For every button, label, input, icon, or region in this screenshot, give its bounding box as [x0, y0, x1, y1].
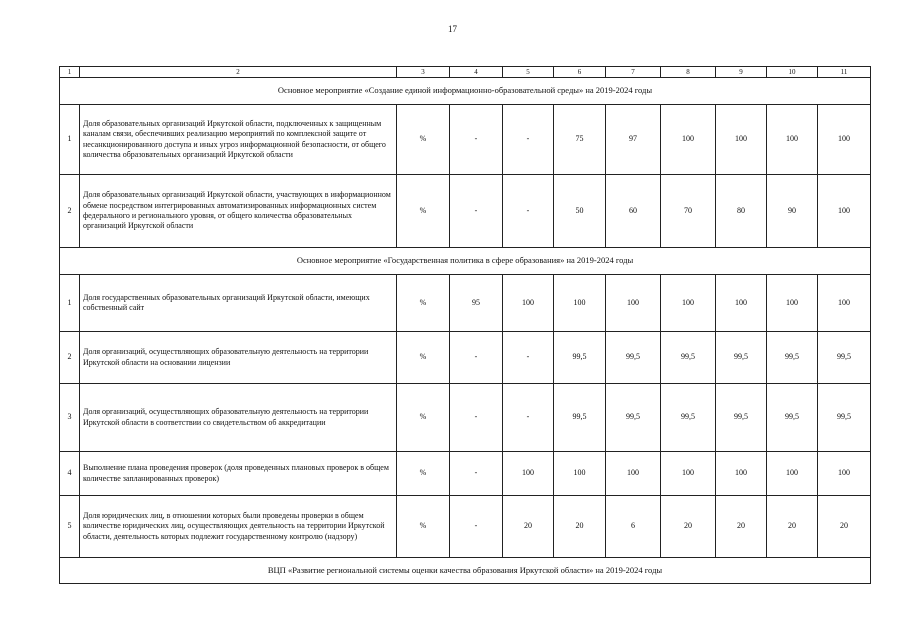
value-cell: 100	[554, 452, 606, 496]
row-number: 2	[60, 175, 80, 248]
row-number: 1	[60, 275, 80, 332]
table-row	[60, 105, 871, 175]
row-number: 3	[60, 384, 80, 452]
section-title-row	[60, 78, 871, 105]
value-cell: 100	[818, 105, 871, 175]
value-cell: 6	[606, 496, 661, 558]
value-cell: 99,5	[818, 384, 871, 452]
value-cell: 99,5	[716, 384, 767, 452]
indicator-description: Доля юридических лиц, в отношении которых были проведены проверки в общем количестве юридических лиц, осуществляющих деятельность на территории Иркутской области, деятельность которых подлежит государственному контролю (надзору)	[80, 496, 397, 558]
table-row	[60, 175, 871, 248]
value-cell: -	[503, 384, 554, 452]
value-cell: 100	[661, 275, 716, 332]
value-cell: 100	[818, 452, 871, 496]
value-cell: 99,5	[606, 384, 661, 452]
section-title: Основное мероприятие «Создание единой информационно-образовательной среды» на 2019-2024 годы	[60, 78, 871, 105]
value-cell: 100	[503, 452, 554, 496]
row-number: 5	[60, 496, 80, 558]
value-cell: 100	[503, 275, 554, 332]
section-title: ВЦП «Развитие региональной системы оценки качества образования Иркутской области» на 2019-2024 годы	[60, 558, 871, 584]
column-number: 8	[661, 67, 716, 78]
table-row	[60, 332, 871, 384]
table-row	[60, 452, 871, 496]
column-number: 2	[80, 67, 397, 78]
value-cell: 95	[450, 275, 503, 332]
value-cell: 50	[554, 175, 606, 248]
value-cell: 70	[661, 175, 716, 248]
value-cell: 20	[716, 496, 767, 558]
column-number: 6	[554, 67, 606, 78]
value-cell: 20	[767, 496, 818, 558]
value-cell: 100	[606, 452, 661, 496]
value-cell: 20	[661, 496, 716, 558]
value-cell: 100	[818, 175, 871, 248]
value-cell: 100	[716, 105, 767, 175]
value-cell: -	[503, 105, 554, 175]
value-cell: 99,5	[767, 332, 818, 384]
value-cell: 80	[716, 175, 767, 248]
value-cell: -	[450, 496, 503, 558]
unit-cell: %	[397, 452, 450, 496]
column-number: 7	[606, 67, 661, 78]
value-cell: 100	[716, 275, 767, 332]
unit-cell: %	[397, 275, 450, 332]
unit-cell: %	[397, 496, 450, 558]
table-row	[60, 275, 871, 332]
section-title-row	[60, 558, 871, 584]
value-cell: 20	[554, 496, 606, 558]
column-number: 5	[503, 67, 554, 78]
indicator-description: Доля организаций, осуществляющих образовательную деятельность на территории Иркутской области в соответствии со свидетельством об аккредитации	[80, 384, 397, 452]
value-cell: -	[450, 384, 503, 452]
value-cell: 100	[767, 452, 818, 496]
indicator-description: Доля организаций, осуществляющих образовательную деятельность на территории Иркутской области на основании лицензии	[80, 332, 397, 384]
column-number: 3	[397, 67, 450, 78]
value-cell: 99,5	[661, 384, 716, 452]
value-cell: 100	[606, 275, 661, 332]
row-number: 1	[60, 105, 80, 175]
value-cell: 99,5	[554, 332, 606, 384]
column-number: 4	[450, 67, 503, 78]
value-cell: -	[503, 332, 554, 384]
value-cell: -	[450, 452, 503, 496]
value-cell: 100	[661, 452, 716, 496]
table-row	[60, 496, 871, 558]
unit-cell: %	[397, 175, 450, 248]
value-cell: 99,5	[767, 384, 818, 452]
value-cell: 99,5	[818, 332, 871, 384]
row-number: 4	[60, 452, 80, 496]
unit-cell: %	[397, 105, 450, 175]
indicator-description: Доля государственных образовательных организаций Иркутской области, имеющих собственный сайт	[80, 275, 397, 332]
table-row	[60, 384, 871, 452]
section-title: Основное мероприятие «Государственная политика в сфере образования» на 2019-2024 годы	[60, 248, 871, 275]
value-cell: 99,5	[716, 332, 767, 384]
column-number: 1	[60, 67, 80, 78]
indicator-description: Доля образовательных организаций Иркутской области, участвующих в информационном обмене посредством интегрированных автоматизированных информационных систем федерального и регионального уровня, от общего количества образовательных организаций Иркутской области	[80, 175, 397, 248]
column-number: 11	[818, 67, 871, 78]
value-cell: 97	[606, 105, 661, 175]
row-number: 2	[60, 332, 80, 384]
value-cell: 100	[818, 275, 871, 332]
column-number: 10	[767, 67, 818, 78]
value-cell: -	[450, 175, 503, 248]
value-cell: 99,5	[606, 332, 661, 384]
column-number-header-row	[60, 67, 871, 78]
indicator-description: Доля образовательных организаций Иркутской области, подключенных к защищенным каналам связи, обеспечивших реализацию мероприятий по комплексной защите от несанкционированного доступа и иных угроз информационной безопасности, от общего количества образовательных организаций Иркутской области	[80, 105, 397, 175]
value-cell: -	[450, 105, 503, 175]
indicator-description: Выполнение плана проведения проверок (доля проведенных плановых проверок в общем количестве запланированных проверок)	[80, 452, 397, 496]
value-cell: 100	[767, 105, 818, 175]
page-number: 17	[448, 24, 457, 34]
unit-cell: %	[397, 332, 450, 384]
indicator-table	[59, 66, 871, 584]
value-cell: 100	[554, 275, 606, 332]
value-cell: 20	[503, 496, 554, 558]
value-cell: 90	[767, 175, 818, 248]
value-cell: 100	[716, 452, 767, 496]
value-cell: 60	[606, 175, 661, 248]
value-cell: -	[503, 175, 554, 248]
value-cell: 20	[818, 496, 871, 558]
value-cell: 100	[661, 105, 716, 175]
value-cell: 99,5	[661, 332, 716, 384]
value-cell: -	[450, 332, 503, 384]
column-number: 9	[716, 67, 767, 78]
value-cell: 100	[767, 275, 818, 332]
section-title-row	[60, 248, 871, 275]
unit-cell: %	[397, 384, 450, 452]
value-cell: 99,5	[554, 384, 606, 452]
value-cell: 75	[554, 105, 606, 175]
